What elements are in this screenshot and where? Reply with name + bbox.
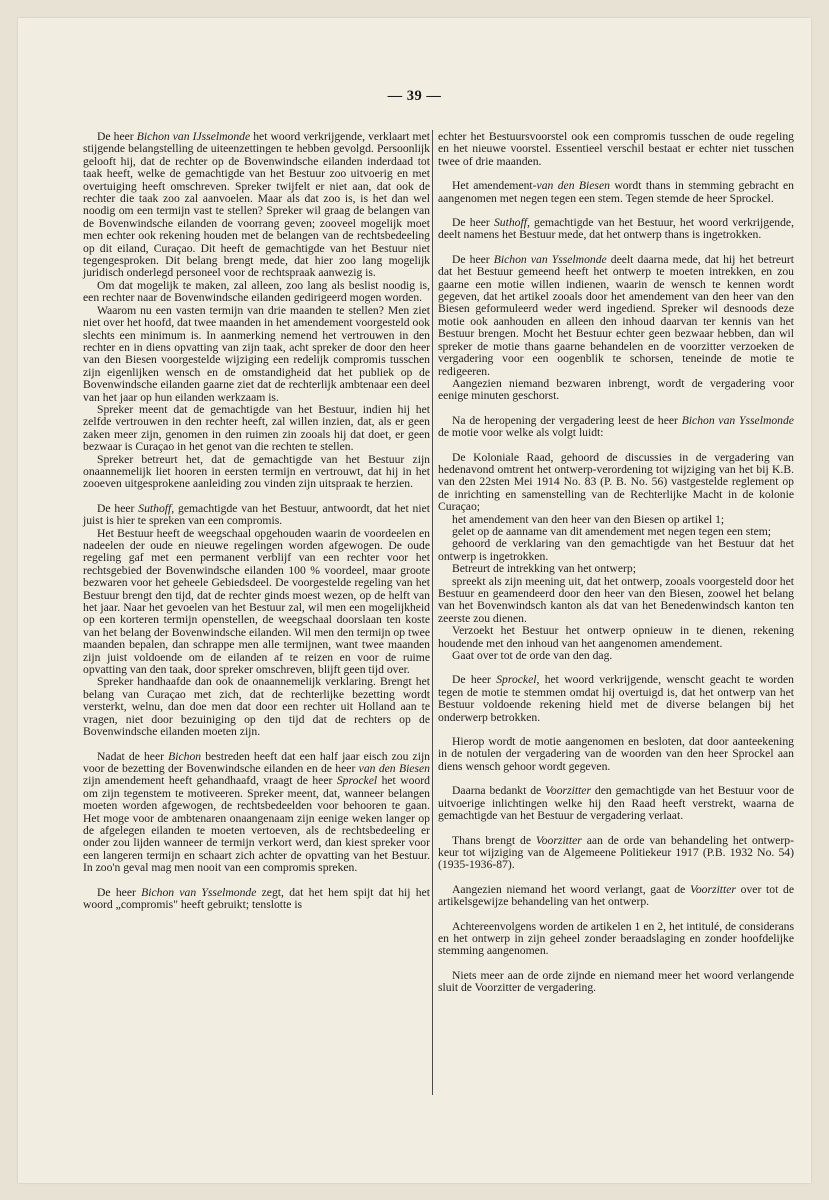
speaker-name: van den Biesen: [358, 761, 430, 775]
paragraph-text: Verzoekt het Bestuur het ontwerp opnieuw in te dienen, rekening houdende met den inhoud van het aangenomen amendement.: [438, 624, 794, 650]
page-number: — 39 —: [387, 88, 442, 104]
speaker-name: Voorzitter: [545, 784, 591, 798]
paragraph-text: Daarna bedankt de: [452, 784, 546, 798]
paragraph-text: De heer: [452, 216, 494, 230]
paragraph-text: Spreker handhaafde dan ook de onaannemelijk verklaring. Brengt het belang van Curaçao met zich, dat de rechterlijke bezetting wordt versterkt, welnu, dan doe men dat door een rechter uit Holland aan te vragen, niet door bezuiniging op den tijd dat de rechters op de Bovenwindsche eilanden moeten zijn.: [83, 675, 430, 739]
paragraph-text: wordt thans in stemming gebracht en aangenomen met negen tegen een stem. Tegen stemde de heer Sprockel.: [438, 179, 794, 205]
right-column: [438, 131, 794, 995]
paragraph-text: Spreker betreurt het, dat de gemachtigde van het Bestuur zijn onaannemelijk liet hooren in eersten termijn en vertrouwt, dat hij in het zooeven uitgesprokene aanleiding zou vinden zijn uitspraak te herzien.: [83, 452, 430, 491]
speaker-name: Bichon: [168, 749, 202, 763]
speaker-name: Bichon van Ysselmonde: [493, 252, 607, 266]
paragraph-text: gemachtigde van het Bestuur, het woord verkrijgende, deelt namens het Bestuur mede, dat het ontwerp thans is ingetrokken.: [438, 216, 794, 242]
paragraph: [83, 454, 430, 491]
paragraph-text: de motie voor welke als volgt luidt:: [438, 426, 604, 440]
speaker-name: Voorzitter: [690, 882, 736, 896]
column-divider: [432, 130, 433, 1095]
paragraph-text: Thans brengt de: [452, 833, 536, 847]
paragraph-text: Waarom nu een vasten termijn van drie maanden te stellen? Men ziet niet over het hoofd, dat twee maanden in het amendement voorgesteld ook slechts een minimum is. In aanmerking nemend het vertrouwen in den rechter en in diens opvatting van zijn taak, acht spreker de door den heer van den Biesen voorgestelde wijziging een redelijk compromis tusschen zijn eigenlijken wensch en de omstandigheid dat het publiek op de Bovenwindsche eilanden gaarne ziet dat de rechterlijk ambtenaar een deel van het jaar op hun eilanden werkzaam is.: [83, 303, 430, 404]
speaker-name: Voorzitter: [535, 833, 582, 847]
paragraph: [438, 254, 794, 378]
paragraph: [438, 921, 794, 958]
paragraph-text: spreekt als zijn meening uit, dat het ontwerp, zooals voorgesteld door het Bestuur en geamendeerd door den heer van den Biesen, zoowel het belang van het Bovenwindsch kanton als dat van het Benedenwindsch kanton ten zeerste zou dienen.: [438, 574, 794, 625]
paragraph: [83, 528, 430, 677]
paragraph-text: echter het Bestuursvoorstel ook een compromis tusschen de oude regeling en het nieuwe voorstel. Essentieel verschil bestaat er echter niet tusschen twee of drie maanden.: [438, 130, 794, 168]
paragraph-text: gelet op de aanname van dit amendement met negen tegen een stem;: [452, 524, 772, 538]
paragraph: [83, 751, 430, 875]
paragraph: [438, 884, 794, 909]
paragraph-text: Niets meer aan de orde zijnde en niemand meer het woord verlangende sluit de Voorzitter de vergadering.: [438, 968, 794, 995]
paragraph: [83, 503, 430, 528]
paragraph-text: Achtereenvolgens worden de artikelen 1 en 2, het intitulé, de considerans en het ontwerp in zijn geheel zonder beraadslaging en zonder hoofdelijke stemming aangenomen.: [438, 919, 794, 958]
paragraph: [438, 625, 794, 650]
paragraph: [438, 576, 794, 626]
paragraph: [438, 736, 794, 773]
paragraph: [83, 280, 430, 305]
paragraph-text: Om dat mogelijk te maken, zal alleen, zoo lang als beslist noodig is, een rechter naar de Bovenwindsche eilanden gedirigeerd mogen worden.: [83, 278, 430, 305]
paragraph-text: zegt, dat het hem spijt dat hij het woord „compromis" heeft gebruikt; tenslotte is: [83, 885, 430, 911]
left-column: [83, 131, 430, 911]
paragraph-text: over tot de artikelsgewijze behandeling van het ontwerp.: [438, 882, 794, 909]
paragraph-text: het woord verkrijgende, wenscht geacht te worden tegen de motie te stemmen omdat hij overtuigd is, dat het ontwerp van het Bestuur voldoende rekening hield met de diverse belangen bij het onderwerp betrokken.: [438, 673, 794, 724]
paragraph-text: Aangezien niemand het woord verlangt, gaat de: [452, 882, 691, 896]
speaker-name: Suthoff,: [493, 216, 530, 230]
paragraph: [83, 887, 430, 912]
paragraph: [83, 131, 430, 280]
paragraph-text: De heer: [97, 885, 142, 899]
speaker-name: Sprockel: [336, 774, 378, 788]
paragraph: [438, 131, 794, 168]
paragraph-text: aan de orde van behandeling het ontwerp-keur tot wijziging van de Algemeene Politiekeur 1917 (P.B. 1932 No. 54) (1935-1936-87).: [438, 833, 795, 872]
paragraph: [438, 452, 794, 514]
paragraph: [438, 415, 794, 440]
paragraph-text: gehoord de verklaring van den gemachtigde van het Bestuur dat het ontwerp is ingetrokken.: [438, 537, 794, 563]
speaker-name: Bichon van IJsselmonde: [136, 130, 251, 143]
paragraph-text: Het amendement-: [452, 179, 537, 193]
paragraph: [438, 970, 794, 995]
paragraph-text: Spreker meent dat de gemachtigde van het Bestuur, indien hij het zelfde vertrouwen in den rechter heeft, zal willen inzien, dat, als er geen zaken meer zijn, genomen in den ruimen zin zooals hij dat doet, er geen bezwaar is Curaçao in het genot van die rechten te stellen.: [83, 402, 430, 454]
paragraph: [438, 785, 794, 822]
paragraph: [438, 835, 794, 872]
paragraph-text: De Koloniale Raad, gehoord de discussies in de vergadering van hedenavond omtrent het ontwerp-verordening tot wijziging van het bij K.B. van den 22sten Mei 1914 No. 83 (P. B. No. 56) vastgestelde reglement op de inrichting en samenstelling van de Rechterlijke Macht in de kolonie Curaçao;: [438, 450, 794, 514]
paragraph-text: De heer: [97, 130, 137, 143]
speaker-name: van den Biesen: [536, 179, 610, 193]
paragraph-text: het woord verkrijgende, verklaart met stijgende belangstelling de uiteenzettingen te hebben gevolgd. Persoonlijk gelooft hij, dat de rechter op de Bovenwindsche eilanden inderdaad tot taak heeft, welke de gemachtigde van het Bestuur zoo uitvoerig en met overtuiging heeft omschreven. Spreker twijfelt er niet aan, dat ook de rechter die taak zoo zal aanvoelen. Maar als dat zoo is, is het dan wel noodig om een termijn vast te stellen? Spreker wil graag de belangen van de Bovenwindsche eilanden de voorrang geven; zooveel mogelijk moet men echter ook rekening houden met de belangen van de rechtsbedeeling op dit eiland, Curaçao. Dit heeft de gemachtigde van het Bestuur niet tegengesproken. Dit belang brengt mede, dat hier zoo lang mogelijk juridisch onderlegd personeel voor de rechtspraak aanwezig is.: [83, 130, 430, 280]
speaker-name: Suthoff,: [138, 501, 175, 515]
paragraph-text: deelt daarna mede, dat hij het betreurt dat het Bestuur gemeend heeft het ontwerp te moeten intrekken, en zou gaarne een motie willen indienen, waarin de wensch te kennen wordt gegeven, dat het artikel zooals door het amendement van den heer van den Biesen geformuleerd weder werd ingediend. Spreker wil desnoods deze motie ook aanhouden en alleen den inhoud daarvan ter kennis van het Bestuur brengen. Mocht het Bestuur echter geen bezwaar hebben, dan wil spreker de motie thans gaarne behandelen en de voorzitter verzoeken de vergadering voor een oogenblik te schorsen, teneinde de motie te redigeeren.: [438, 252, 794, 378]
paragraph-text: Nadat de heer: [97, 749, 169, 763]
paragraph-text: den gemachtigde van het Bestuur voor de uitvoerige inlichtingen welke hij den Raad heeft verstrekt, waarna de gemachtigde van het Bestuur de vergadering verlaat.: [438, 784, 794, 823]
paragraph-text: gemachtigde van het Bestuur, antwoordt, dat het niet juist is hier te spreken van een compromis.: [83, 501, 430, 528]
paragraph-text: Betreurt de intrekking van het ontwerp;: [452, 562, 636, 576]
speaker-name: Bichon van Ysselmonde: [681, 413, 794, 427]
paragraph: [438, 650, 794, 662]
paragraph-text: Het Bestuur heeft de weegschaal opgehouden waarin de voordeelen en nadeelen der oude en nieuwe regelingen worden afgewogen. De oude regeling gaf met een permanent verblijf van een rechter voor het rechtsgebied der Bovenwindsche eilanden 100 % voordeel, maar groote bezwaren voor het geheele Gebiedsdeel. De voorgestelde regeling van het Bestuur brengt den tijd, dat de rechter ginds moest wezen, op de helft van het jaar. Naar het gevoelen van het Bestuur zal, wil men een mogelijkheid op een korteren termijn openstellen, de weegschaal doorslaan ten koste van het belang der Bovenwindsche eilanden. Wil men den termijn op twee maanden bepalen, dan schrappe men alle termijnen, want twee maanden zijn juist voldoende om de eilanden af te reizen en voor de ruime opvatting van den taak, door spreker omschreven, blijft geen tijd over.: [83, 526, 430, 677]
paragraph: [438, 180, 794, 205]
paragraph-text: De heer: [452, 673, 497, 687]
paragraph: [438, 378, 794, 403]
paragraph-text: Hierop wordt de motie aangenomen en besloten, dat door aanteekening in de notulen der vergadering van de woorden van den heer Sprockel aan diens wensch gehoor wordt gegeven.: [438, 735, 794, 773]
speaker-name: Bichon van Ysselmonde: [141, 885, 257, 899]
paragraph: [438, 538, 794, 563]
paragraph: [438, 217, 794, 242]
paragraph-text: het woord om zijn tegenstem te motiveeren. Spreker meent, dat, wanneer belangen moeten worden afgewogen, de rechtsbedeelden voor behooren te gaan. Het moge voor de ambtenaren onaangenaam zijn eenige weken langer op de afgelegen eilanden te moeten vertoeven, als de rechtsbedeeling er onder zou lijden wanneer de termijn verkort werd, dan kiest spreker voor een langeren termijn en schaart zich achter de opvatting van het Bestuur. In zoo'n geval mag men nooit van een compromis spreken.: [83, 774, 430, 875]
paragraph-text: Gaat over tot de orde van den dag.: [452, 649, 613, 663]
paragraph-text: Na de heropening der vergadering leest de heer: [452, 413, 682, 427]
paragraph-text: bestreden heeft dat een half jaar eisch zou zijn voor de bezetting der Bovenwindsche eilanden en de heer: [83, 749, 430, 775]
speaker-name: Sprockel,: [496, 673, 540, 687]
paragraph: [83, 676, 430, 738]
paragraph-text: het amendement van den heer van den Biesen op artikel 1;: [452, 512, 725, 526]
paragraph: [83, 305, 430, 404]
paragraph-text: De heer: [452, 252, 494, 266]
paragraph: [83, 404, 430, 454]
paragraph: [438, 674, 794, 724]
paragraph-text: Aangezien niemand bezwaren inbrengt, wordt de vergadering voor eenige minuten geschorst.: [438, 376, 794, 403]
paragraph-text: zijn amendement heeft gehandhaafd, vraagt de heer: [83, 774, 337, 788]
document-page: [18, 18, 811, 1183]
paragraph-text: De heer: [97, 501, 139, 515]
